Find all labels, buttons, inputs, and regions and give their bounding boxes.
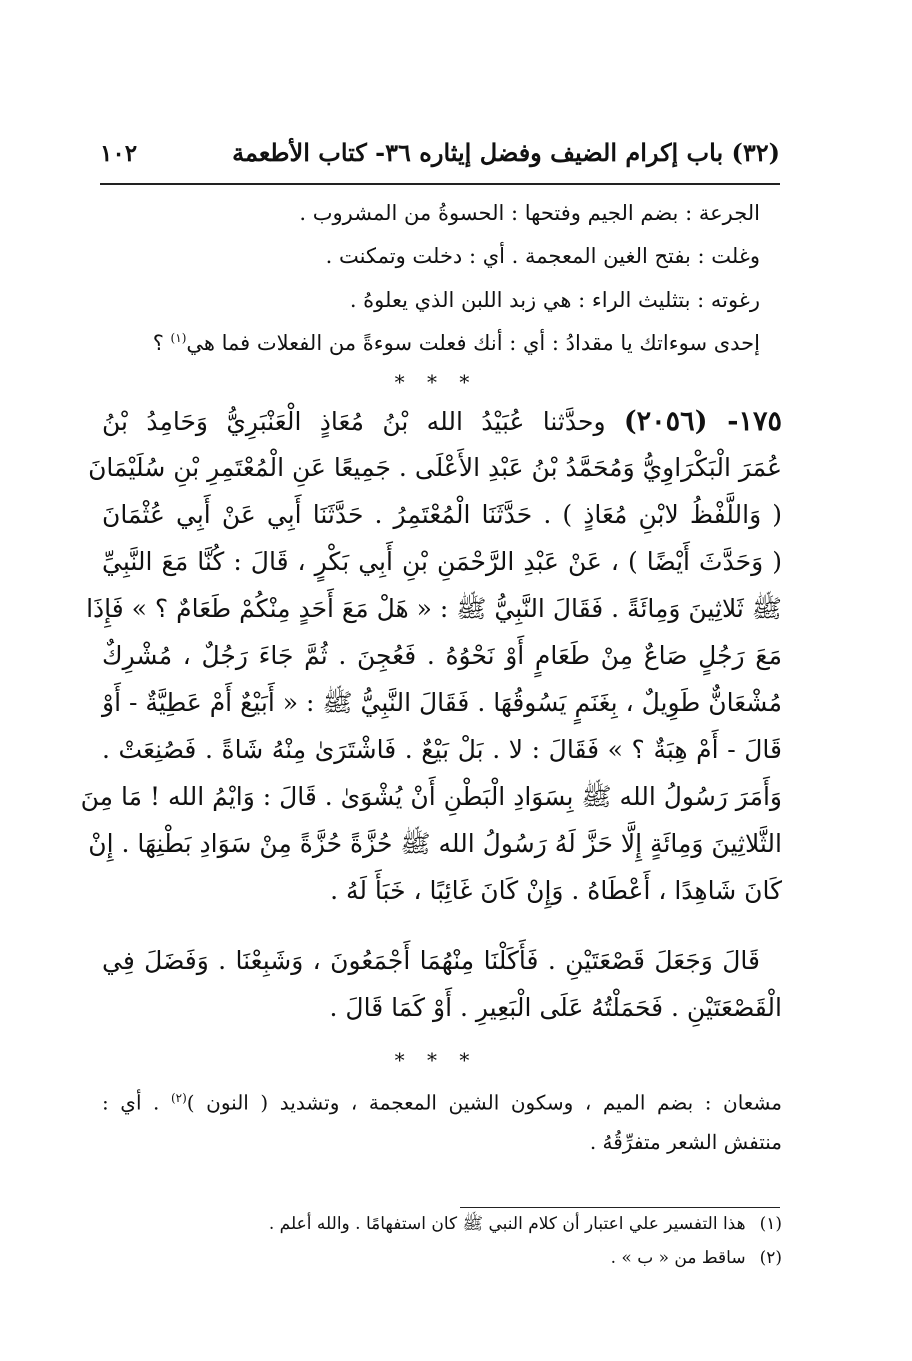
hadith-line: عُمَرَ الْبَكْرَاوِيُّ وَمُحَمَّدُ بْنُ عَبْدِ الأَعْلَى . جَمِيعًا عَنِ الْمُعْتَمِرِ بْنِ سُلَيْمَانَ [88, 453, 782, 482]
footnote-ref: (١) [170, 331, 187, 345]
hadith-line: قَالَ وَجَعَلَ قَصْعَتَيْنِ . فَأَكَلْنَا مِنْهُمَا أَجْمَعُونَ ، وَشَبِعْنَا . وَفَضَلَ فِي [102, 946, 760, 975]
glossary-tail: . أي : [102, 1090, 160, 1115]
footnote-text: هذا التفسير علي اعتبار أن كلام النبي ﷺ كان استفهامًا . والله أعلم . [268, 1214, 746, 1234]
hadith-line: ( وَاللَّفْظُ لابْنِ مُعَاذٍ ) . حَدَّثَنَا الْمُعْتَمِرُ . حَدَّثَنَا أَبِي عَنْ أَبِي عُثْمَانَ [102, 500, 782, 529]
hadith-line: قَالَ - أَمْ هِبَةٌ ؟ » فَقَالَ : لا . بَلْ بَيْعٌ . فَاشْتَرَىٰ مِنْهُ شَاةً . فَصُنِعَتْ . [102, 735, 782, 764]
footnote [102, 1216, 782, 1233]
hadith-line: مُشْعَانٌّ طَوِيلٌ ، بِغَنَمٍ يَسُوقُهَا . فَقَالَ النَّبِيُّ ﷺ : « أَبَيْعٌ أَمْ عَطِيَّةٌ - أَوْ [102, 688, 782, 717]
running-header [100, 138, 780, 178]
header-divider [100, 183, 780, 185]
footnote-text: ساقط من « ب » . [610, 1248, 746, 1268]
page-number: ١٠٢ [100, 140, 138, 167]
hadith-number: ١٧٥- (٢٠٥٦) [623, 406, 782, 437]
hadith-line: الثَّلاثِينَ وَمِائَةٍ إِلَّا حَزَّ لَهُ رَسُولُ الله ﷺ حُزَّةً حُزَّةً مِنْ سَوَادِ بَطْنِهَا . إِنْ [88, 829, 782, 858]
hadith-line: ﷺ ثَلاثِينَ وَمِائَةً . فَقَالَ النَّبِيُّ ﷺ : « هَلْ مَعَ أَحَدٍ مِنْكُمْ طَعَامٌ ؟ » فَإِذَا [86, 594, 782, 623]
hadith-text: وحدَّثنا عُبَيْدُ الله بْنُ مُعَاذٍ الْعَنْبَرِيُّ وَحَامِدُ بْنُ [102, 407, 606, 436]
glossary-entry [152, 331, 760, 355]
hadith-line: ( وَحَدَّثَ أَيْضًا ) ، عَنْ عَبْدِ الرَّحْمَنِ بْنِ أَبِي بَكْرٍ ، قَالَ : كُنَّا مَعَ النَّبِيِّ [102, 547, 782, 576]
glossary-text: مشعان : بضم الميم ، وسكون الشين المعجمة ، وتشديد ( النون ) [186, 1090, 783, 1115]
glossary-tail: ؟ [152, 331, 171, 355]
hadith-line: وَأَمَرَ رَسُولُ الله ﷺ بِسَوَادِ الْبَطْنِ أَنْ يُشْوَىٰ . قَالَ : وَايْمُ الله ! مَا مِنَ [80, 782, 782, 811]
hadith-line: كَانَ شَاهِدًا ، أَعْطَاهُ . وَإِنْ كَانَ غَائِبًا ، خَبَأَ لَهُ . [330, 876, 782, 905]
section-separator: * * * [394, 1048, 478, 1072]
chapter-title: (٣٢) باب إكرام الضيف وفضل إيثاره ٣٦- كتاب الأطعمة [232, 138, 780, 167]
footnote-divider [460, 1207, 780, 1208]
footnote [102, 1250, 782, 1267]
glossary-entry: وغلت : بفتح الغين المعجمة . أي : دخلت وتمكنت . [325, 244, 760, 268]
footnote-ref: (٢) [170, 1091, 187, 1105]
hadith-line: الْقَصْعَتَيْنِ . فَحَمَلْتُهُ عَلَى الْبَعِيرِ . أَوْ كَمَا قَالَ . [329, 993, 782, 1022]
hadith-line [102, 408, 782, 435]
glossary-entry: الجرعة : بضم الجيم وفتحها : الحسوةُ من المشروب . [299, 201, 760, 225]
glossary-entry [102, 1092, 782, 1113]
glossary-text: إحدى سوءاتك يا مقدادُ : أي : أنك فعلت سوءةً من الفعلات فما هي [186, 331, 760, 355]
hadith-line: مَعَ رَجُلٍ صَاعٌ مِنْ طَعَامٍ أَوْ نَحْوُهُ . فَعُجِنَ . ثُمَّ جَاءَ رَجُلٌ ، مُشْرِكٌ [102, 641, 782, 670]
footnote-number: (١) [759, 1214, 782, 1234]
glossary-entry: منتفش الشعر متفرِّقُهُ . [589, 1130, 782, 1154]
glossary-entry: رغوته : بتثليث الراء : هي زبد اللبن الذي يعلوهُ . [349, 288, 760, 312]
footnote-number: (٢) [759, 1248, 782, 1268]
section-separator: * * * [394, 370, 478, 394]
